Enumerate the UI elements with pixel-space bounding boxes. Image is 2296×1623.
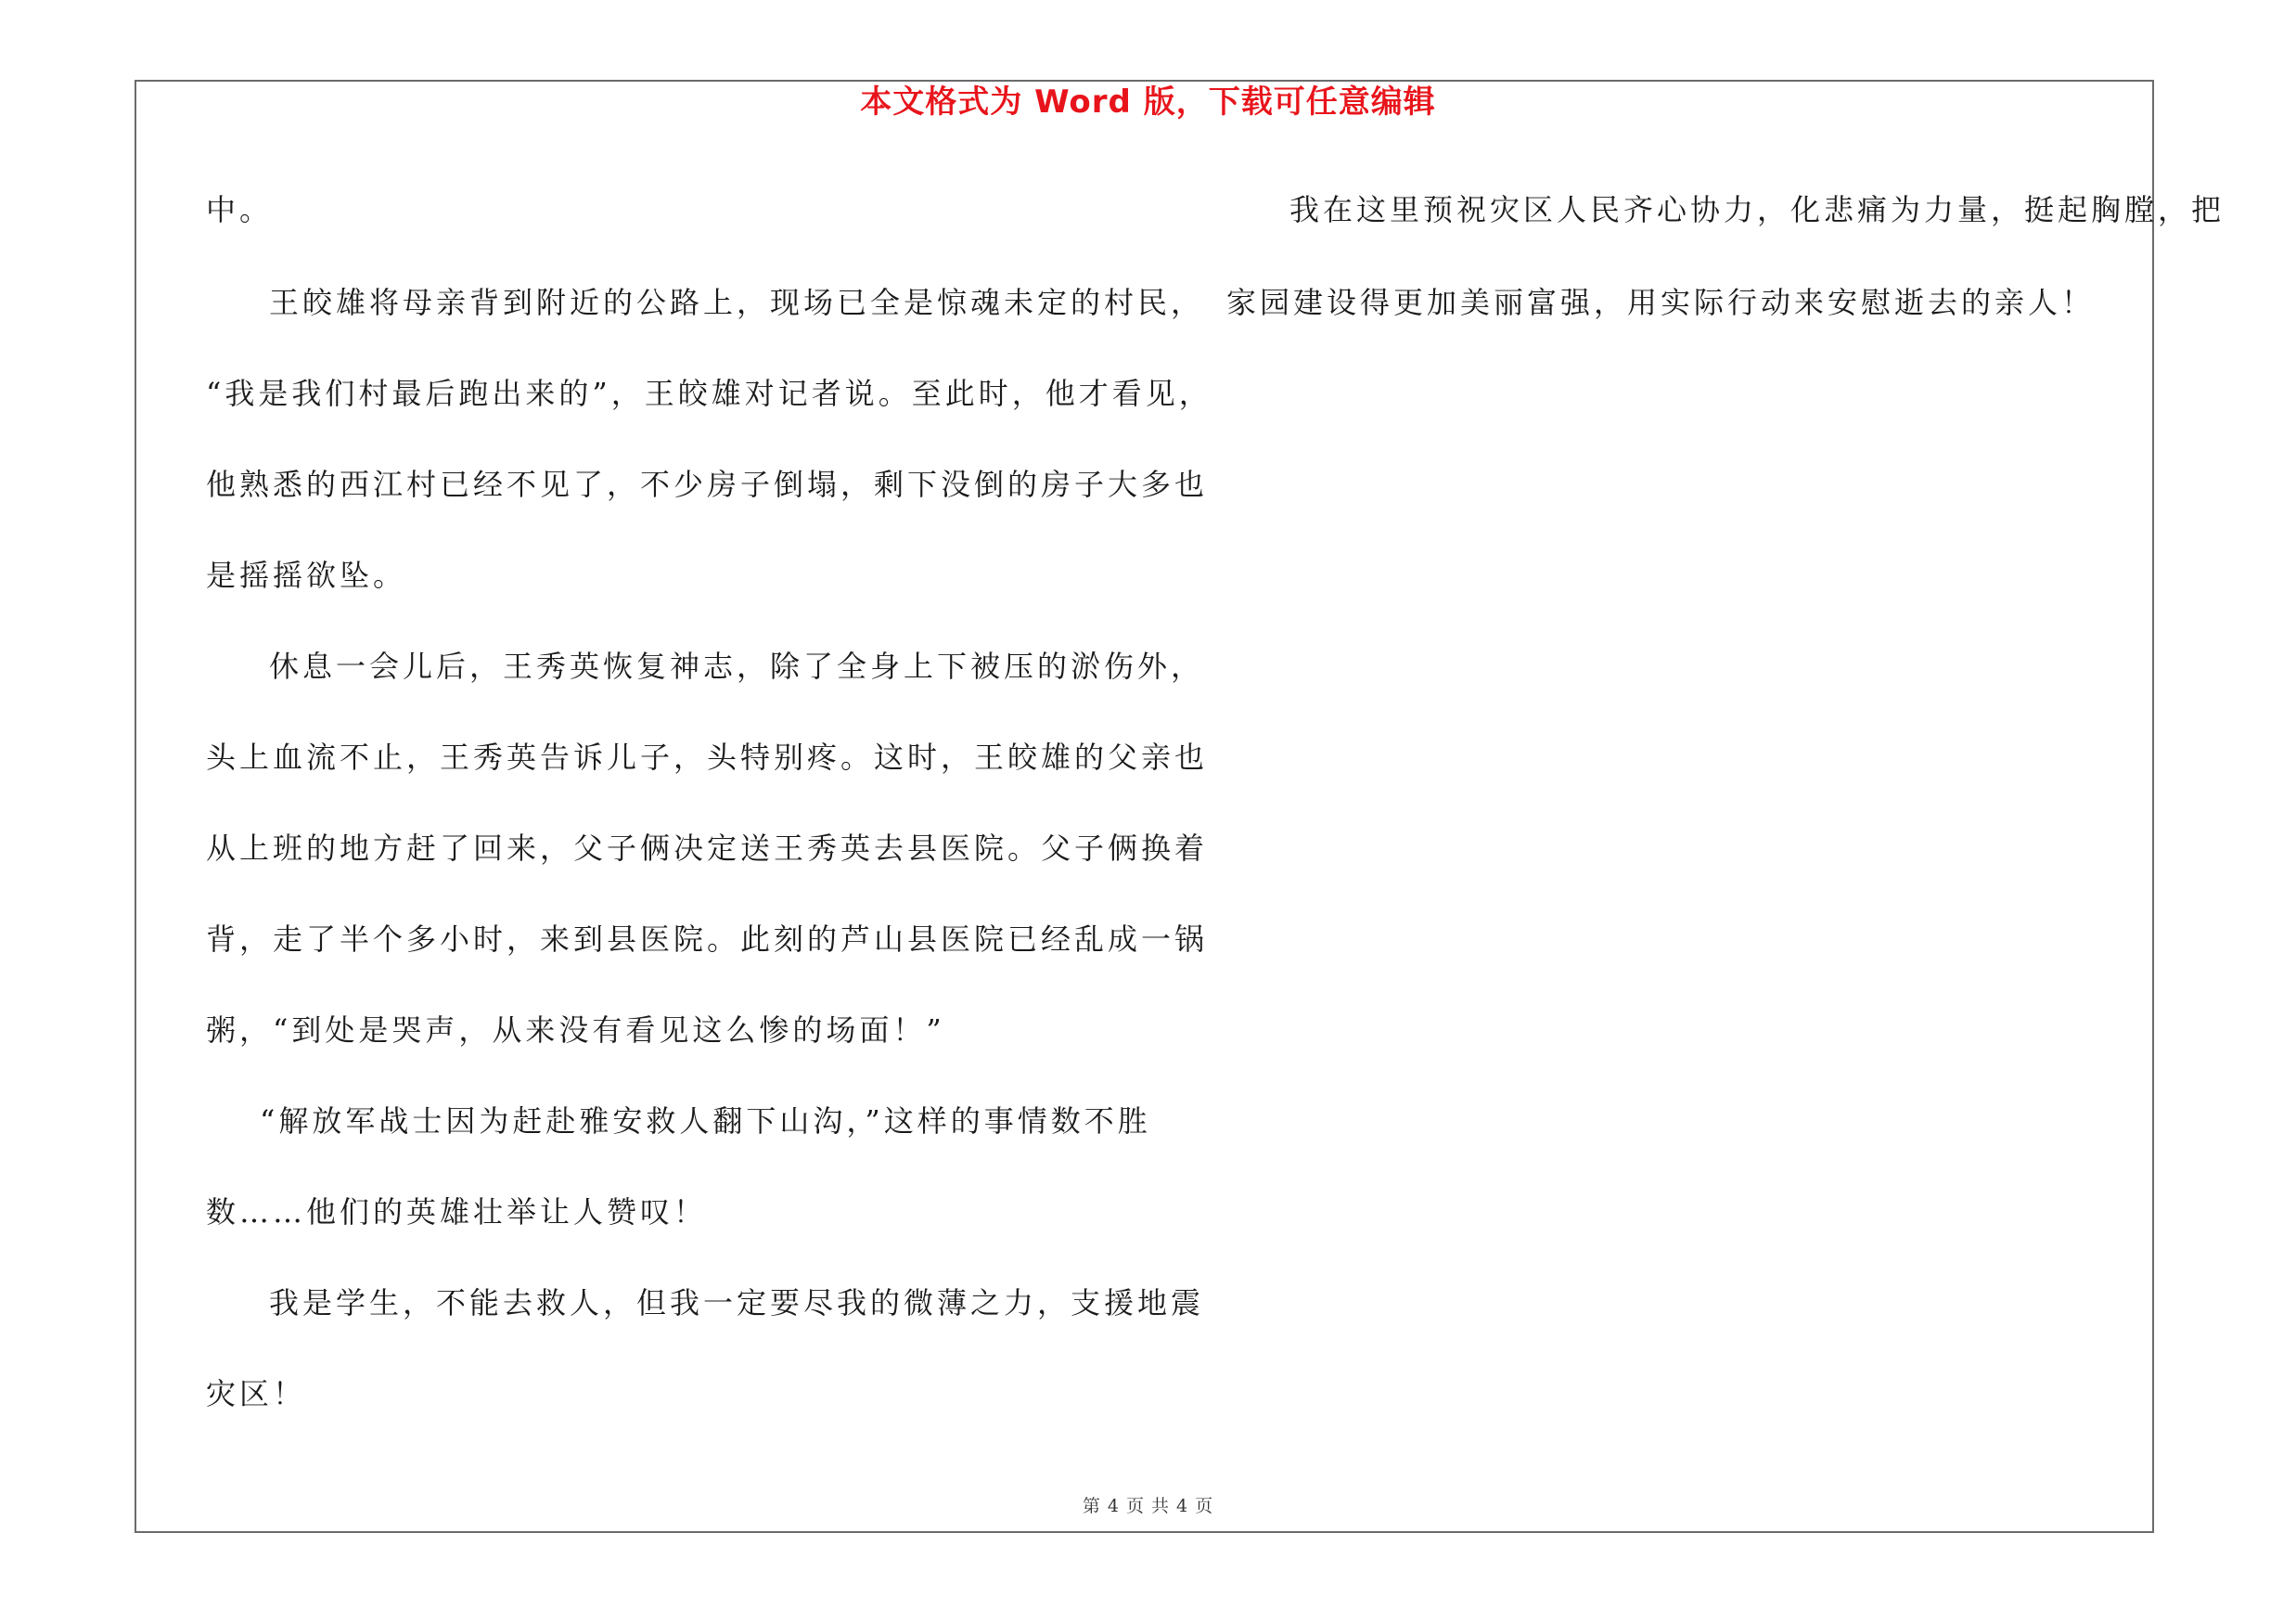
paragraph-line: 灾区！ [206, 1376, 307, 1411]
paragraph-line: 从上班的地方赶了回来，父子俩决定送王秀英去县医院。父子俩换着 [206, 831, 1209, 866]
paragraph-line: 中。 [206, 192, 274, 227]
paragraph-line: 我在这里预祝灾区人民齐心协力，化悲痛为力量，挺起胸膛，把 [1289, 192, 2225, 227]
paragraph-line: “我是我们村最后跑出来的”，王皎雄对记者说。至此时，他才看见， [206, 376, 1212, 411]
paragraph-line: “解放军战士因为赶赴雅安救人翻下山沟，”这样的事情数不胜 [260, 1103, 1151, 1139]
page-number: 第 4 页 共 4 页 [1082, 1496, 1214, 1516]
paragraph-line: 王皎雄将母亲背到附近的公路上，现场已全是惊魂未定的村民， [269, 285, 1205, 320]
paragraph-line: 我是学生，不能去救人，但我一定要尽我的微薄之力，支援地震 [269, 1285, 1205, 1320]
paragraph-line: 是摇摇欲坠。 [206, 558, 407, 593]
paragraph-line: 数……他们的英雄壮举让人赞叹！ [206, 1194, 708, 1230]
paragraph-line: 休息一会儿后，王秀英恢复神志，除了全身上下被压的淤伤外， [269, 649, 1205, 684]
paragraph-line: 头上血流不止，王秀英告诉儿子，头特别疼。这时，王皎雄的父亲也 [206, 740, 1209, 775]
header-banner: 本文格式为 Word 版，下载可任意编辑 [860, 84, 1436, 121]
paragraph-line: 粥，“到处是哭声，从来没有看见这么惨的场面！” [206, 1012, 945, 1048]
paragraph-line: 背，走了半个多小时，来到县医院。此刻的芦山县医院已经乱成一锅 [206, 921, 1209, 957]
paragraph-line: 他熟悉的西江村已经不见了，不少房子倒塌，剩下没倒的房子大多也 [206, 467, 1209, 502]
paragraph-line: 家园建设得更加美丽富强，用实际行动来安慰逝去的亲人！ [1226, 285, 2096, 320]
